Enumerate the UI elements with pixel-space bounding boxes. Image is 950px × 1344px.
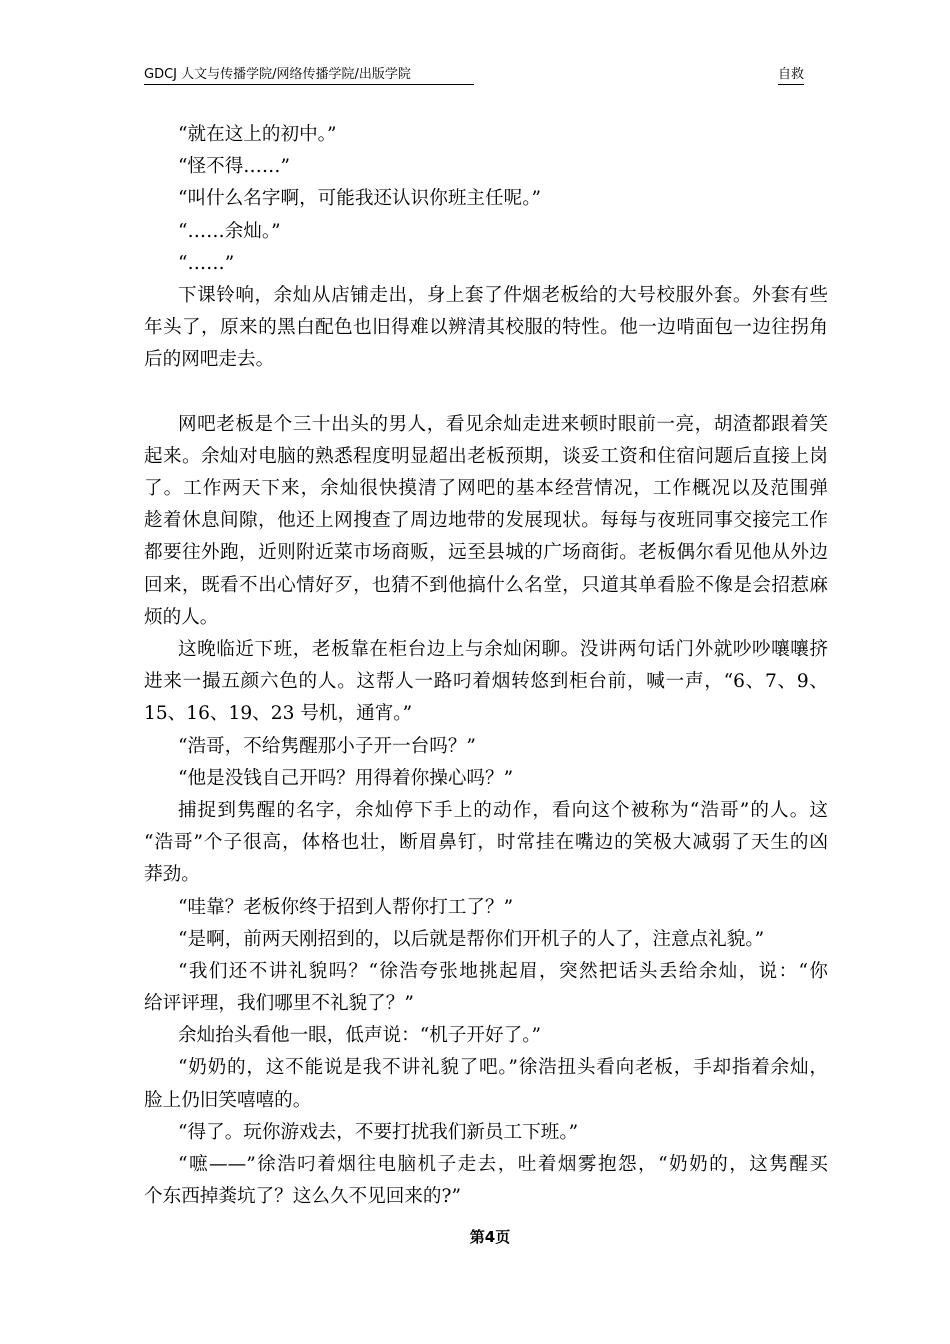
- text-line: 脸上仍旧笑嘻嘻的。: [144, 1089, 312, 1111]
- text-line: “浩哥，不给隽醒那小子开一台吗？”: [178, 735, 476, 757]
- text-line: 这晚临近下班，老板靠在柜台边上与余灿闲聊。没讲两句话门外就吵吵嚷嚷挤: [178, 639, 828, 660]
- text-line: “就在这上的初中。”: [178, 124, 337, 145]
- header-institution: GDCJ 人文与传播学院/网络传播学院/出版学院: [144, 66, 474, 85]
- text-line: “是啊，前两天刚招到的，以后就是帮你们开机子的人了，注意点礼貌。”: [178, 928, 765, 950]
- text-line: 捕捉到隽醒的名字，余灿停下手上的动作，看向这个被称为“浩哥”的人。这: [178, 799, 828, 821]
- text-line: “怪不得……”: [178, 156, 290, 178]
- text-line: “他是没钱自己开吗？用得着你操心吗？”: [178, 767, 514, 789]
- text-line: 个东西掉粪坑了？这么久不见回来的?”: [144, 1186, 461, 1208]
- text-line: 回来，既看不出心情好歹，也猜不到他搞什么名堂，只道其单看脸不像是会招惹麻: [144, 574, 828, 596]
- text-line: “嗻——”徐浩叼着烟往电脑机子走去，吐着烟雾抱怨，“奶奶的，这隽醒买: [178, 1154, 828, 1175]
- text-line: “我们还不讲礼貌吗？“徐浩夸张地挑起眉，突然把话头丢给余灿，说：“你: [178, 960, 828, 982]
- text-line: “得了。玩你游戏去，不要打扰我们新员工下班。”: [178, 1121, 579, 1143]
- text-line: 网吧老板是个三十出头的男人，看见余灿走进来顿时眼前一亮，胡渣都跟着笑: [178, 413, 828, 435]
- text-line: 都要往外跑，近则附近菜市场商贩，远至县城的广场商街。老板偶尔看见他从外边: [144, 542, 828, 564]
- text-line: 了。工作两天下来，余灿很快摸清了网吧的基本经营情况，工作概况以及范围弹: [144, 478, 828, 500]
- text-line: 起来。余灿对电脑的熟悉程度明显超出老板预期，谈妥工资和住宿问题后直接上岗: [144, 445, 828, 467]
- text-line: 余灿抬头看他一眼，低声说：“机子开好了。”: [178, 1025, 541, 1047]
- header-title: 自救: [778, 66, 804, 85]
- document-body: [144, 119, 828, 1213]
- text-line: 15、16、19、23 号机，通宵。”: [144, 703, 413, 725]
- text-line: “奶奶的，这不能说是我不讲礼貌了吧。”徐浩扭头看向老板，手却指着余灿，: [178, 1057, 828, 1079]
- text-line: 进来一撮五颜六色的人。这帮人一路叼着烟转悠到柜台前，喊一声，“6、7、9、: [144, 671, 828, 693]
- text-line: 下课铃响，余灿从店铺走出，身上套了件烟老板给的大号校服外套。外套有些: [178, 284, 828, 306]
- page-number: 第4页: [469, 1228, 511, 1246]
- text-line: “浩哥”个子很高，体格也壮，断眉鼻钉，时常挂在嘴边的笑极大减弱了天生的凶: [144, 832, 828, 854]
- text-line: 趁着休息间隙，他还上网搜查了周边地带的发展现状。每每与夜班同事交接完工作: [144, 510, 828, 532]
- text-line: “……余灿。”: [178, 220, 281, 242]
- text-line: 给评评理，我们哪里不礼貌了？”: [144, 993, 414, 1015]
- blank-line: [144, 377, 828, 409]
- text-line: 烦的人。: [144, 606, 219, 628]
- text-line: “叫什么名字啊，可能我还认识你班主任呢。”: [178, 188, 541, 210]
- text-line: 后的网吧走去。: [144, 349, 275, 371]
- text-line: “……”: [178, 252, 235, 274]
- text-line: 莽劲。: [144, 864, 200, 886]
- text-line: 年头了，原来的黑白配色也旧得难以辨清其校服的特性。他一边啃面包一边往拐角: [144, 317, 828, 339]
- text-line: “哇靠？老板你终于招到人帮你打工了？”: [178, 896, 514, 918]
